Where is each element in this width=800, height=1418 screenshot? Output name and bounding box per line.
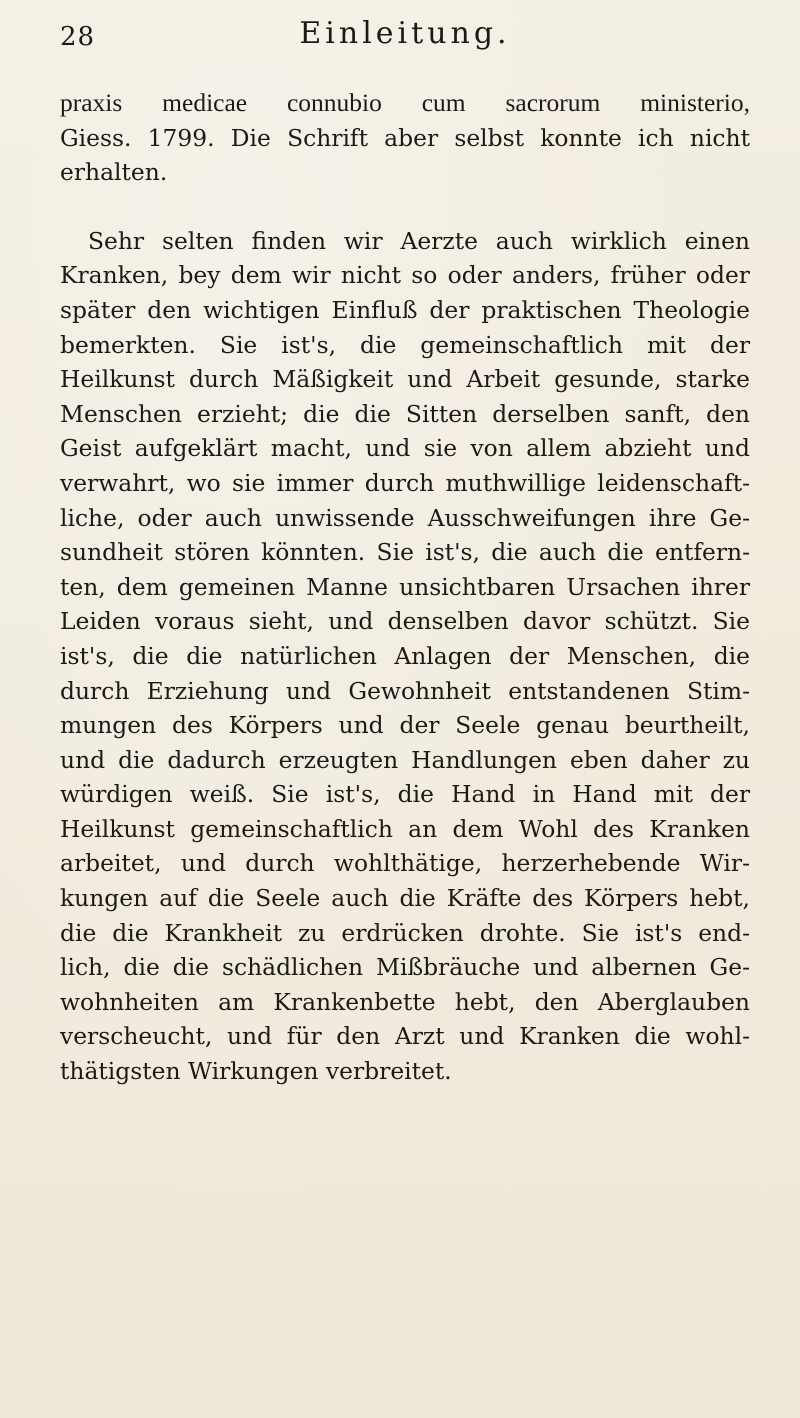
text-line: ten, dem gemeinen Manne unsichtbaren Ursachen ihrer <box>60 572 750 601</box>
text-line: Heilkunst durch Mäßigkeit und Arbeit gesunde, starke <box>60 365 750 394</box>
text-line: ist's, die die natürlichen Anlagen der Menschen, die <box>60 641 750 670</box>
text-line: Giess. 1799. Die Schrift aber selbst konnte ich nicht <box>60 123 750 152</box>
text-line: Leiden voraus sieht, und denselben davor schützt. Sie <box>60 607 750 636</box>
text-line: arbeitet, und durch wohlthätige, herzerhebende Wir- <box>60 849 750 878</box>
text-line: Menschen erzieht; die die Sitten derselben sanft, den <box>60 399 750 428</box>
text-line: verscheucht, und für den Arzt und Kranken die wohl- <box>60 1022 750 1051</box>
text-line: praxis medicae connubio cum sacrorum ministerio, <box>60 88 750 117</box>
text-line: durch Erziehung und Gewohnheit entstandenen Stim- <box>60 676 750 705</box>
text-line: würdigen weiß. Sie ist's, die Hand in Hand mit der <box>60 780 750 809</box>
text-line: kungen auf die Seele auch die Kräfte des Körpers hebt, <box>60 884 750 913</box>
body-text <box>60 86 750 1089</box>
text-line: mungen des Körpers und der Seele genau beurtheilt, <box>60 711 750 740</box>
text-line: Heilkunst gemeinschaftlich an dem Wohl des Kranken <box>60 814 750 843</box>
text-line: erhalten. <box>60 158 168 187</box>
running-head: Einleitung. <box>299 16 511 51</box>
paragraph-main <box>60 224 750 1089</box>
text-line: und die dadurch erzeugten Handlungen eben daher zu <box>60 745 750 774</box>
text-line: wohnheiten am Krankenbette hebt, den Aberglauben <box>60 987 750 1016</box>
text-line: lich, die die schädlichen Mißbräuche und albernen Ge- <box>60 953 750 982</box>
text-line: später den wichtigen Einfluß der praktischen Theologie <box>60 295 750 324</box>
paragraph-gap <box>60 190 750 224</box>
text-line: sundheit stören könnten. Sie ist's, die auch die entfern- <box>60 538 750 567</box>
text-line: thätigsten Wirkungen verbreitet. <box>60 1057 452 1086</box>
page-header <box>60 16 750 66</box>
text-line: liche, oder auch unwissende Ausschweifungen ihre Ge- <box>60 503 750 532</box>
paragraph-citation <box>60 86 750 190</box>
text-line: Kranken, bey dem wir nicht so oder anders, früher oder <box>60 261 750 290</box>
text-line: verwahrt, wo sie immer durch muthwillige leidenschaft- <box>60 468 750 497</box>
text-line: die die Krankheit zu erdrücken drohte. Sie ist's end- <box>60 918 750 947</box>
text-line: Geist aufgeklärt macht, und sie von allem abzieht und <box>60 434 750 463</box>
text-line: Sehr selten finden wir Aerzte auch wirklich einen <box>88 226 750 255</box>
text-line: bemerkten. Sie ist's, die gemeinschaftlich mit der <box>60 330 750 359</box>
page-number: 28 <box>60 22 96 52</box>
